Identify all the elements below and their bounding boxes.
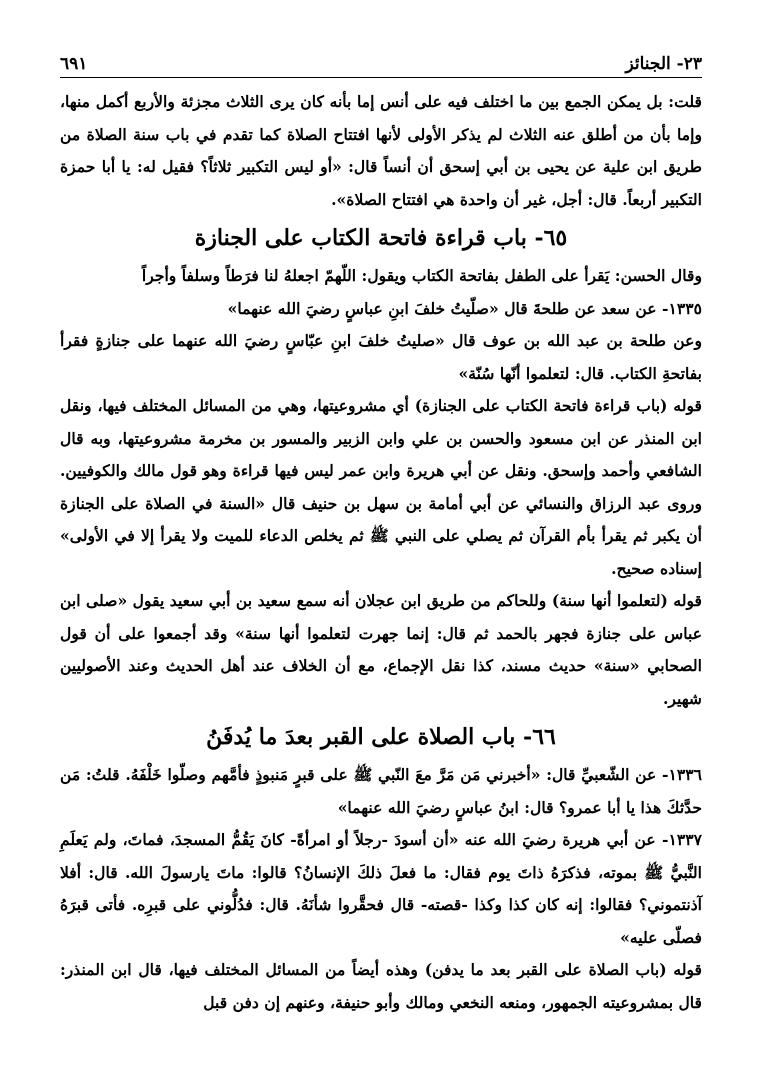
commentary-text: (باب الصلاة على القبر بعد ما يدفن) وهذه أيضاً من المسائل المختلف فيها، قال ابن المنذر: قال بمشروعيته الجمهور، ومنعه النخعي ومالك وأبو حنيفة، وعنهم إن دفن قبل — [60, 960, 702, 1012]
paragraph: وعن طلحة بن عبد الله بن عوف قال «صليتُ خلفَ ابنِ عبّاسٍ رضيَ الله عنهما على جنازةٍ فقرأ بفاتحةِ الكتاب. قال: لتعلموا أنّها سُنّة» — [60, 331, 702, 383]
commentary-lead: قوله — [673, 960, 702, 979]
hadith-paragraph: ١٣٣٦- عن الشّعبيِّ قال: «أخبرني مَن مَرَّ معَ النّبي ﷺ على قبرٍ مَنبوذٍ فأمَّهم وصلّوا خَلْفَهُ. قلتُ: مَن حدَّثكَ هذا يا أبا عمرو؟ قال: ابنُ عباسٍ رضيَ الله عنهما» — [60, 765, 702, 817]
hadith-paragraph: ١٣٣٧- عن أبي هريرة رضيَ الله عنه «أن أسودَ -رجلاً أو امرأةً- كانَ يَقُمُّ المسجدَ، فماتَ، ولم يَعلَمِ النَّبيُّ ﷺ بموته، فذكرَهُ ذاتَ يوم فقال: ما فعلَ ذلكَ الإنسانُ؟ قالوا: ماتَ يارسولَ الله. قال: أفلا آذنتموني؟ فقالوا: إنه كان كذا وكذا -قصته- قال فحقَّروا شأنَهُ. قال: فدُلُّوني على قبرِه. فأتى قبرَهُ فصلّى عليه» — [60, 830, 702, 947]
page-header — [60, 40, 702, 78]
paragraph: قلت: بل يمكن الجمع بين ما اختلف فيه على أنس إما بأنه كان يرى الثلاث مجزئة والأربع أكمل منها، وإما بأن من أطلق عنه الثلاث لم يذكر الأولى لأنها افتتاح الصلاة كما تقدم في باب سنة الصلاة من طريق ابن علية عن يحيى بن أبي إسحق أن أنساً قال: «أو ليس التكبير ثلاثاً؟ فقيل له: يا أبا حمزة التكبير أربعاً. قال: أجل، غير أن واحدة هي افتتاح الصلاة». — [60, 92, 702, 209]
commentary-lead: قوله — [673, 396, 702, 415]
commentary-text: (باب قراءة فاتحة الكتاب على الجنازة) أي مشروعيتها، وهي من المسائل المختلف فيها، ونقل ابن المنذر عن ابن مسعود والحسن بن علي وابن الزبير والمسور بن مخرمة مشروعيتها، وبه قال الشافعي وأحمد وإسحق. ونقل عن أبي هريرة وابن عمر ليس فيها قراءة وهو قول مالك والكوفيين. وروى عبد الرزاق والنسائي عن أبي أمامة بن سهل بن حنيف قال «السنة في الصلاة على الجنازة أن يكبر ثم يقرأ بأم القرآن ثم يصلي على النبي ﷺ ثم يخلص الدعاء للميت ولا يقرأ إلا في الأولى» إسناده صحيح. — [60, 396, 702, 578]
chapter-title: ٢٣- الجنائز — [625, 54, 702, 74]
paragraph: وقال الحسن: يَقرأ على الطفل بفاتحة الكتاب ويقول: اللّهمّ اجعلهُ لنا فرَطاً وسلفاً وأجراً — [141, 266, 702, 285]
hadith-paragraph: ١٣٣٥- عن سعد عن طلحةَ قال «صلّيتُ خلفَ ابنِ عباسٍ رضيَ الله عنهما» — [227, 298, 702, 318]
page-number: ٦٩١ — [60, 54, 88, 74]
page-body — [60, 78, 702, 1019]
commentary-paragraph — [60, 390, 702, 585]
commentary-paragraph — [60, 585, 702, 715]
section-heading: ٦٥- باب قراءة فاتحة الكتاب على الجنازة — [194, 225, 568, 251]
section-heading: ٦٦- باب الصلاة على القبر بعدَ ما يُدفَنُ — [206, 724, 556, 750]
commentary-paragraph — [60, 954, 702, 1019]
commentary-text: (لتعلموا أنها سنة) وللحاكم من طريق ابن عجلان أنه سمع سعيد بن أبي سعيد يقول «صلى ابن عباس على جنازة فجهر بالحمد ثم قال: إنما جهرت لتعلموا أنها سنة» وقد أجمعوا على أن قول الصحابي «سنة» حديث مسند، كذا نقل الإجماع، مع أن الخلاف عند أهل الحديث وعند الأصوليين شهير. — [60, 591, 702, 708]
commentary-lead: قوله — [673, 591, 702, 610]
